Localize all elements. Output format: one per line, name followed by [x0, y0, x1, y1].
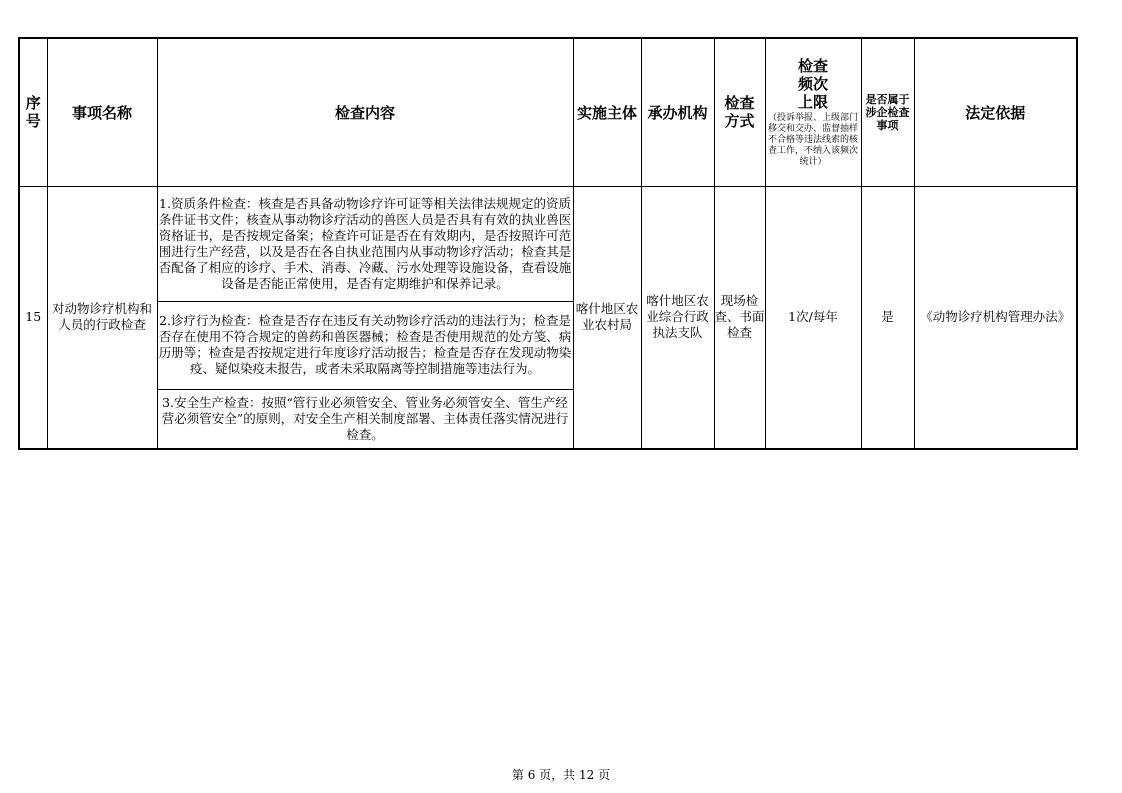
frequency-title: 检查 频次 上限: [797, 56, 828, 111]
row-legal-basis: 《动物诊疗机构管理办法》: [914, 186, 1077, 449]
table-row: [19, 186, 1077, 301]
row-subject: 喀什地区农业农村局: [573, 186, 641, 449]
header-subject: 实施主体: [573, 38, 641, 186]
page-number: 第 6 页，共 12 页: [511, 768, 611, 782]
header-enterprise-related: 是否属于涉企检查事项: [861, 38, 914, 186]
header-legal-basis: 法定依据: [914, 38, 1077, 186]
header-method: 检查 方式: [714, 38, 765, 186]
content-item-3: 3.安全生产检查：按照“管行业必须管安全、管业务必须管安全、管生产经营必须管安全”的原则，对安全生产相关制度部署、主体责任落实情况进行检查。: [157, 389, 573, 449]
header-row: [19, 38, 1077, 186]
row-frequency: 1次/每年: [765, 186, 861, 449]
row-enterprise-related: 是: [861, 186, 914, 449]
content-item-2: 2.诊疗行为检查：检查是否存在违反有关动物诊疗活动的违法行为；检查是否存在使用不符合规定的兽药和兽医器械；检查是否使用规范的处方笺、病历册等；检查是否按规定进行年度诊疗活动报告；检查是否存在发现动物染疫、疑似染疫未报告，或者未采取隔离等控制措施等违法行为。: [157, 301, 573, 389]
inspection-table: [18, 37, 1078, 450]
header-frequency: [765, 38, 861, 186]
header-item-name: 事项名称: [47, 38, 157, 186]
row-seq: 15: [19, 186, 47, 449]
content-item-1: 1.资质条件检查：核查是否具备动物诊疗许可证等相关法律法规规定的资质条件证书文件；核查从事动物诊疗活动的兽医人员是否具有有效的执业兽医资格证书，是否按规定备案；检查许可证是否在有效期内，是否按照许可范围进行生产经营，以及是否在各自执业范围内从事动物诊疗活动；检查其是否配备了相应的诊疗、手术、消毒、冷藏、污水处理等设施设备，查看设施设备是否能正常使用，是否有定期维护和保养记录。: [157, 186, 573, 301]
header-seq: 序 号: [19, 38, 47, 186]
header-agency: 承办机构: [641, 38, 714, 186]
row-method: 现场检查、书面检查: [714, 186, 765, 449]
header-content: 检查内容: [157, 38, 573, 186]
row-agency: 喀什地区农业综合行政执法支队: [641, 186, 714, 449]
row-item-name: 对动物诊疗机构和人员的行政检查: [47, 186, 157, 449]
frequency-note: （投诉举报、上级部门移交和交办、监督抽样不合格等违法线索的核查工作，不纳入该频次统计）: [767, 112, 858, 167]
